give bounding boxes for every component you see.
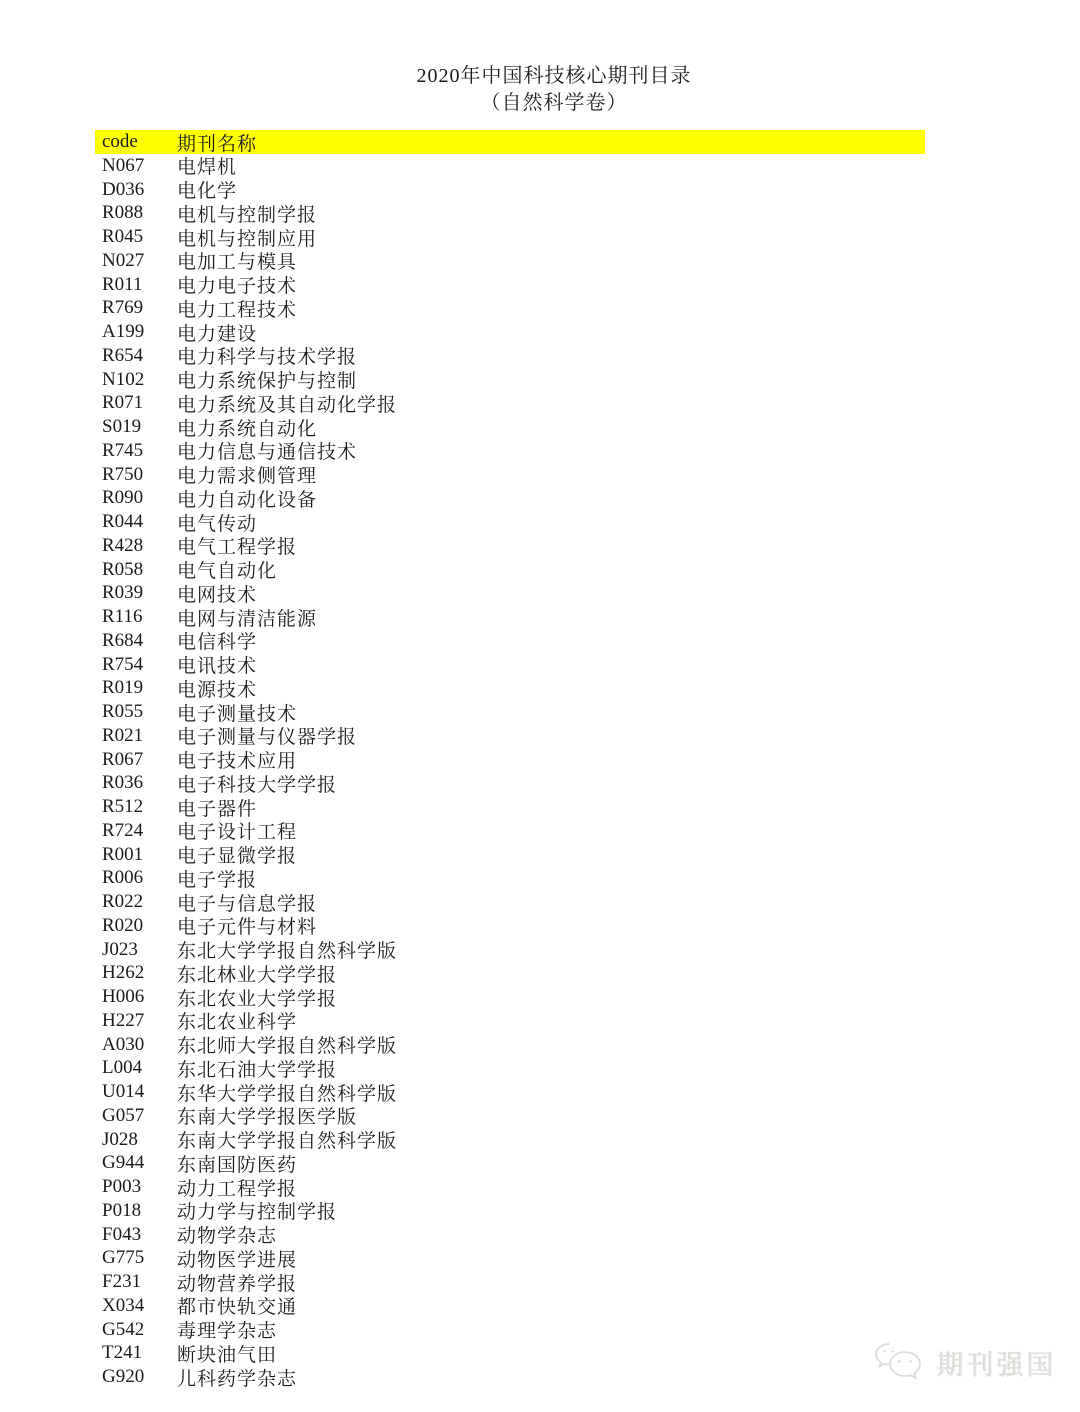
journal-name: 电网技术 <box>177 584 258 606</box>
journal-name: 东北大学学报自然科学版 <box>177 941 398 963</box>
journal-name: 电力电子技术 <box>177 276 298 298</box>
table-row <box>95 1365 925 1389</box>
journal-name: 东北林业大学学报 <box>177 964 338 986</box>
table-row <box>95 154 925 178</box>
journal-code: R036 <box>102 772 144 794</box>
journal-code: G775 <box>102 1247 145 1269</box>
journal-code: R654 <box>102 344 144 366</box>
journal-name: 电力系统自动化 <box>177 418 318 440</box>
journal-code: U014 <box>102 1081 145 1103</box>
journal-code: H006 <box>102 986 145 1008</box>
journal-code: R022 <box>102 891 144 913</box>
header-code: code <box>102 131 138 152</box>
journal-name: 电子学报 <box>177 869 258 891</box>
journal-name: 电子与信息学报 <box>177 893 318 915</box>
journal-code: J023 <box>102 938 138 960</box>
table-row <box>95 392 925 416</box>
table-row <box>95 1152 925 1176</box>
table-row <box>95 724 925 748</box>
journal-code: R058 <box>102 558 144 580</box>
table-row <box>95 1175 925 1199</box>
journal-code: R019 <box>102 677 144 699</box>
table-row <box>95 178 925 202</box>
table-row <box>95 1223 925 1247</box>
header-journal-name: 期刊名称 <box>177 133 258 155</box>
table-row <box>95 795 925 819</box>
journal-name: 电力系统及其自动化学报 <box>177 394 398 416</box>
table-row <box>95 1128 925 1152</box>
table-body <box>95 154 925 1389</box>
journal-name: 电力需求侧管理 <box>177 466 318 488</box>
journal-code: N102 <box>102 368 145 390</box>
journal-code: R088 <box>102 202 144 224</box>
journal-code: J028 <box>102 1128 138 1150</box>
journal-code: N027 <box>102 249 145 271</box>
journal-name: 电气传动 <box>177 513 258 535</box>
table-row <box>95 653 925 677</box>
journal-code: S019 <box>102 416 142 438</box>
journal-code: G920 <box>102 1366 145 1388</box>
table-row <box>95 629 925 653</box>
table-row <box>95 534 925 558</box>
table-row <box>95 510 925 534</box>
journal-name: 电子显微学报 <box>177 846 298 868</box>
journal-code: P003 <box>102 1176 142 1198</box>
journal-code: F043 <box>102 1223 142 1245</box>
journal-code: D036 <box>102 178 145 200</box>
journal-code: F231 <box>102 1271 142 1293</box>
table-header-row <box>95 130 925 154</box>
journal-code: N067 <box>102 154 145 176</box>
journal-table <box>95 130 925 1389</box>
journal-code: G542 <box>102 1318 145 1340</box>
journal-name: 毒理学杂志 <box>177 1321 278 1343</box>
journal-code: R684 <box>102 629 144 651</box>
journal-name: 动力学与控制学报 <box>177 1202 338 1224</box>
journal-name: 电力建设 <box>177 323 258 345</box>
journal-name: 动物营养学报 <box>177 1273 298 1295</box>
table-row <box>95 1294 925 1318</box>
journal-code: R045 <box>102 226 144 248</box>
journal-code: R011 <box>102 273 143 295</box>
table-row <box>95 1080 925 1104</box>
table-row <box>95 1199 925 1223</box>
table-row <box>95 985 925 1009</box>
journal-name: 东北石油大学学报 <box>177 1059 338 1081</box>
journal-name: 动物医学进展 <box>177 1249 298 1271</box>
table-row <box>95 249 925 273</box>
journal-name: 都市快轨交通 <box>177 1297 298 1319</box>
table-row <box>95 463 925 487</box>
journal-code: R428 <box>102 534 144 556</box>
journal-code: G057 <box>102 1104 145 1126</box>
journal-name: 电气工程学报 <box>177 537 298 559</box>
journal-code: R090 <box>102 487 144 509</box>
journal-code: R769 <box>102 297 144 319</box>
journal-name: 电焊机 <box>177 157 238 179</box>
journal-name: 东北师大学报自然科学版 <box>177 1036 398 1058</box>
journal-name: 电力信息与通信技术 <box>177 442 358 464</box>
journal-name: 电机与控制应用 <box>177 228 318 250</box>
journal-code: R071 <box>102 392 144 414</box>
journal-name: 电源技术 <box>177 679 258 701</box>
journal-name: 电子测量技术 <box>177 703 298 725</box>
journal-name: 电力自动化设备 <box>177 489 318 511</box>
journal-code: H262 <box>102 962 145 984</box>
table-row <box>95 487 925 511</box>
table-row <box>95 1033 925 1057</box>
table-row <box>95 677 925 701</box>
journal-code: R044 <box>102 511 144 533</box>
watermark-label: 期刊强国 <box>937 1350 1057 1381</box>
page-title: 2020年中国科技核心期刊目录 <box>416 65 692 87</box>
journal-name: 电气自动化 <box>177 561 278 583</box>
table-row <box>95 938 925 962</box>
journal-name: 东北农业科学 <box>177 1012 298 1034</box>
journal-code: X034 <box>102 1294 145 1316</box>
journal-code: R039 <box>102 582 144 604</box>
journal-name: 东南国防医药 <box>177 1154 298 1176</box>
journal-name: 东南大学学报自然科学版 <box>177 1131 398 1153</box>
wechat-icon <box>872 1340 930 1386</box>
journal-name: 电子科技大学学报 <box>177 774 338 796</box>
journal-code: G944 <box>102 1152 145 1174</box>
journal-code: A199 <box>102 321 145 343</box>
journal-name: 电机与控制学报 <box>177 204 318 226</box>
journal-code: R116 <box>102 606 143 628</box>
table-row <box>95 1057 925 1081</box>
table-row <box>95 772 925 796</box>
journal-name: 电子器件 <box>177 798 258 820</box>
journal-name: 电力科学与技术学报 <box>177 347 358 369</box>
table-row <box>95 605 925 629</box>
table-row <box>95 202 925 226</box>
journal-name: 儿科药学杂志 <box>177 1368 298 1390</box>
table-row <box>95 1318 925 1342</box>
journal-code: R001 <box>102 843 144 865</box>
table-row <box>95 748 925 772</box>
journal-code: R021 <box>102 724 144 746</box>
table-row <box>95 962 925 986</box>
journal-name: 断块油气田 <box>177 1344 278 1366</box>
table-row <box>95 344 925 368</box>
table-row <box>95 819 925 843</box>
journal-name: 电子测量与仪器学报 <box>177 727 358 749</box>
journal-code: R067 <box>102 748 144 770</box>
table-row <box>95 415 925 439</box>
table-row <box>95 320 925 344</box>
journal-code: P018 <box>102 1199 142 1221</box>
journal-code: H227 <box>102 1009 145 1031</box>
journal-name: 电子技术应用 <box>177 751 298 773</box>
journal-name: 动物学杂志 <box>177 1226 278 1248</box>
journal-code: R055 <box>102 701 144 723</box>
title-block <box>28 63 1080 117</box>
table-row <box>95 914 925 938</box>
page-subtitle: （自然科学卷） <box>480 92 628 114</box>
journal-name: 电子设计工程 <box>177 822 298 844</box>
journal-name: 电力系统保护与控制 <box>177 371 358 393</box>
journal-code: A030 <box>102 1033 145 1055</box>
journal-code: R754 <box>102 653 144 675</box>
table-row <box>95 273 925 297</box>
journal-code: R512 <box>102 796 144 818</box>
table-row <box>95 1009 925 1033</box>
table-row <box>95 558 925 582</box>
journal-code: R745 <box>102 439 144 461</box>
journal-code: R724 <box>102 819 144 841</box>
table-row <box>95 843 925 867</box>
journal-name: 东华大学学报自然科学版 <box>177 1083 398 1105</box>
table-row <box>95 1342 925 1366</box>
journal-name: 电信科学 <box>177 632 258 654</box>
journal-code: R750 <box>102 463 144 485</box>
journal-name: 电加工与模具 <box>177 252 298 274</box>
table-row <box>95 890 925 914</box>
journal-name: 电讯技术 <box>177 656 258 678</box>
journal-name: 电网与清洁能源 <box>177 608 318 630</box>
journal-code: L004 <box>102 1057 143 1079</box>
journal-name: 电力工程技术 <box>177 299 298 321</box>
table-row <box>95 867 925 891</box>
journal-code: R020 <box>102 914 144 936</box>
journal-name: 东南大学学报医学版 <box>177 1107 358 1129</box>
journal-name: 动力工程学报 <box>177 1178 298 1200</box>
table-row <box>95 1270 925 1294</box>
table-row <box>95 1247 925 1271</box>
table-row <box>95 368 925 392</box>
table-row <box>95 297 925 321</box>
table-row <box>95 439 925 463</box>
journal-name: 东北农业大学学报 <box>177 988 338 1010</box>
journal-code: R006 <box>102 867 144 889</box>
table-row <box>95 1104 925 1128</box>
journal-name: 电子元件与材料 <box>177 917 318 939</box>
table-row <box>95 582 925 606</box>
table-row <box>95 700 925 724</box>
journal-name: 电化学 <box>177 181 238 203</box>
table-row <box>95 225 925 249</box>
journal-code: T241 <box>102 1342 143 1364</box>
watermark <box>872 1340 1057 1386</box>
